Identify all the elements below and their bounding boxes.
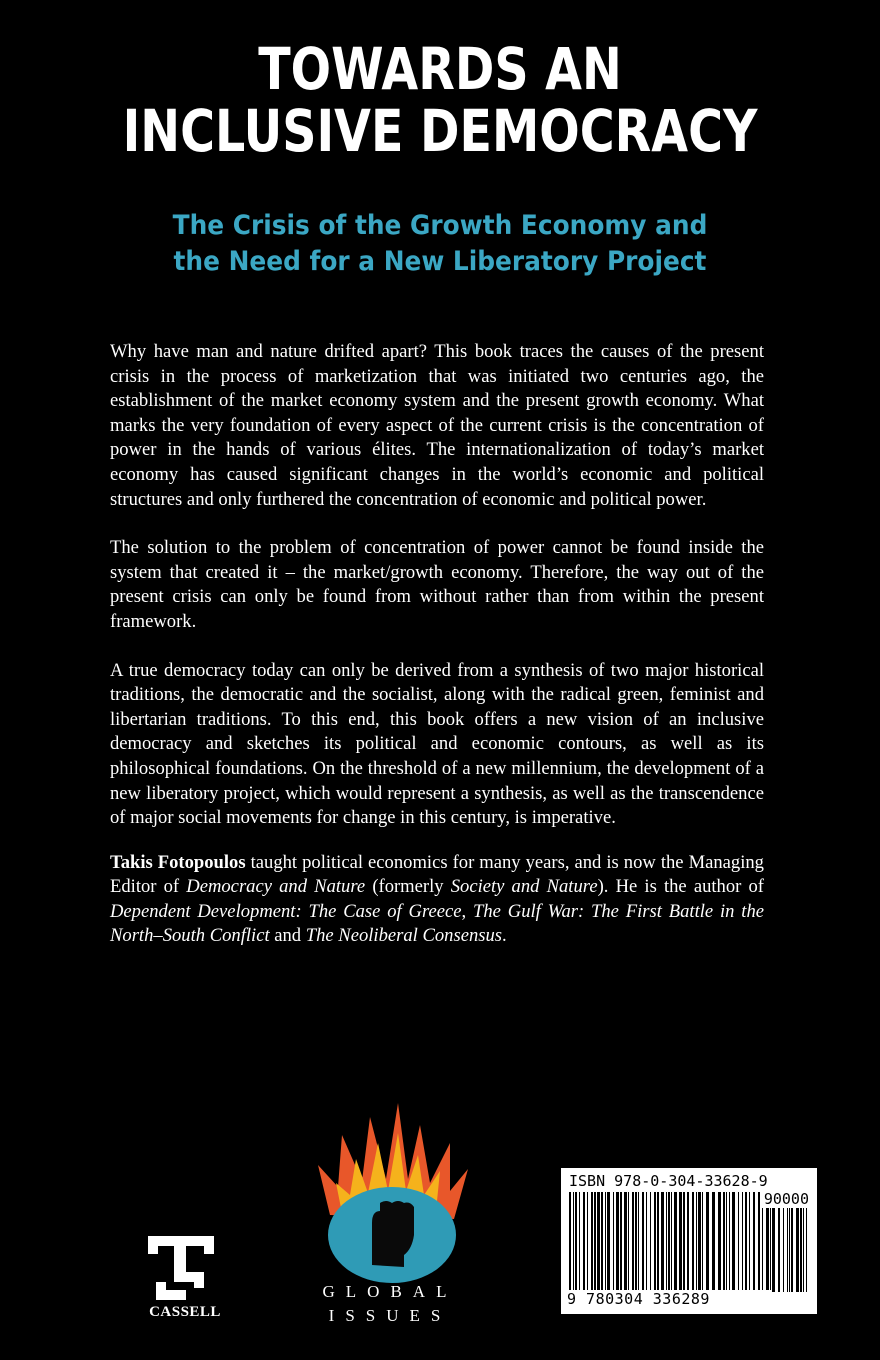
barcode-bar [628, 1192, 629, 1292]
barcode-bar [650, 1192, 651, 1292]
barcode-bar [702, 1192, 703, 1292]
barcode-bar [718, 1192, 721, 1292]
barcode-digits: 9 780304 336289 [567, 1290, 771, 1308]
blurb-paragraph-1: Why have man and nature drifted apart? This book traces the causes of the present crisis in the process of marketization that was initiated two centuries ago, the establishment of the market economy system and the present growth economy. What marks the very foundation of every aspect of the current crisis is the concentration of power in the hands of various élites. The internationalization of today’s market economy has caused significant changes in the world’s economic and political structures and only furthered the concentration of economic and political power. [110, 341, 764, 510]
barcode-bar [613, 1192, 614, 1292]
barcode-bar [661, 1192, 664, 1292]
bio-title: The Neoliberal Consensus [305, 925, 503, 947]
barcode-bar [657, 1192, 659, 1292]
barcode-bar [666, 1192, 667, 1292]
series-line-1: GLOBAL [322, 1282, 458, 1301]
barcode-bar [687, 1192, 689, 1292]
barcode-bar [749, 1192, 750, 1292]
barcode-bar [594, 1192, 596, 1292]
blurb-paragraph-2: The solution to the problem of concentration of power cannot be found inside the system that created it – the market/growth economy. Therefore, the way out of the present crisis can only be found from without rather than from within the present framework. [110, 537, 764, 632]
author-name: Takis Fotopoulos [110, 851, 246, 873]
barcode-bar [745, 1192, 747, 1292]
bio-text: , [461, 900, 474, 922]
barcode-bar [706, 1192, 709, 1292]
barcode-bar [597, 1192, 600, 1292]
barcode-bar [742, 1192, 743, 1292]
barcode-bar [583, 1192, 585, 1292]
bio-title: Society and Nature [450, 876, 598, 898]
barcode-bar [729, 1192, 730, 1292]
barcode-bar [579, 1192, 580, 1292]
blurb [110, 340, 764, 973]
barcode-bar [738, 1192, 739, 1292]
barcode-bar [668, 1192, 670, 1292]
bio-title: The Gulf War: The First Battle in the North–South Conflict [110, 900, 765, 947]
barcode-bar [607, 1192, 610, 1292]
title-line-2: INCLUSIVE DEMOCRACY [122, 97, 758, 165]
barcode-bar [671, 1192, 672, 1292]
series-name [300, 1280, 480, 1328]
isbn-number: ISBN 978-0-304-33628-9 [569, 1172, 768, 1190]
barcode [561, 1168, 817, 1314]
barcode-bar [732, 1192, 735, 1292]
book-subtitle [35, 208, 845, 280]
barcode-bar [654, 1192, 656, 1292]
barcode-bar [632, 1192, 634, 1292]
barcode-bar [620, 1192, 622, 1292]
barcode-bar [674, 1192, 677, 1292]
book-title [79, 35, 801, 165]
barcode-bar [692, 1192, 694, 1292]
barcode-bar [605, 1192, 606, 1292]
price-code: 90000 [760, 1190, 809, 1208]
barcode-bar [638, 1192, 639, 1292]
bio-text: (formerly [365, 876, 451, 898]
barcode-bar [601, 1192, 603, 1292]
barcode-bar [696, 1192, 697, 1292]
barcode-bar [616, 1192, 619, 1292]
subtitle-line-1: The Crisis of the Growth Economy and [172, 210, 708, 241]
barcode-bar [712, 1192, 715, 1292]
subtitle-line-2: the Need for a New Liberatory Project [173, 246, 707, 277]
author-bio [110, 851, 764, 949]
barcode-bar [646, 1192, 647, 1292]
series-line-2: ISSUES [328, 1306, 452, 1325]
publisher-name: CASSELL [149, 1304, 221, 1320]
barcode-bar [635, 1192, 637, 1292]
barcode-bar [642, 1192, 644, 1292]
bio-text: . [502, 925, 507, 947]
barcode-bar [698, 1192, 701, 1292]
barcode-bar [753, 1192, 755, 1292]
barcode-bar [575, 1192, 577, 1292]
bio-title: Dependent Development: The Case of Greece [110, 900, 462, 922]
bio-text: taught political economics for many years, and is now the Managing Editor of [110, 851, 764, 898]
barcode-bar [587, 1192, 588, 1292]
global-issues-logo-icon [300, 1095, 480, 1285]
barcode-bar [624, 1192, 627, 1292]
title-line-1: TOWARDS AN [258, 35, 622, 103]
barcode-bar [679, 1192, 682, 1292]
blurb-paragraph-3: A true democracy today can only be derived from a synthesis of two major historical traditions, the democratic and the socialist, along with the radical green, feminist and libertarian traditions. To this end, this book offers a new vision of an inclusive democracy and sketches its political and economic contours, as well as its philosophical foundations. On the threshold of a new millennium, the development of a new liberatory project, which would represent a synthesis, as well as the transcendence of major social movements for change in this century, is imperative. [110, 659, 764, 829]
barcode-bar [723, 1192, 725, 1292]
barcode-bar [683, 1192, 685, 1292]
barcode-bar [591, 1192, 593, 1292]
bio-title: Democracy and Nature [186, 876, 366, 898]
bio-text: and [269, 925, 306, 947]
bio-text: ). He is the author of [597, 876, 764, 898]
barcode-bar [569, 1192, 571, 1292]
barcode-bar [726, 1192, 727, 1292]
barcode-bar [573, 1192, 574, 1292]
